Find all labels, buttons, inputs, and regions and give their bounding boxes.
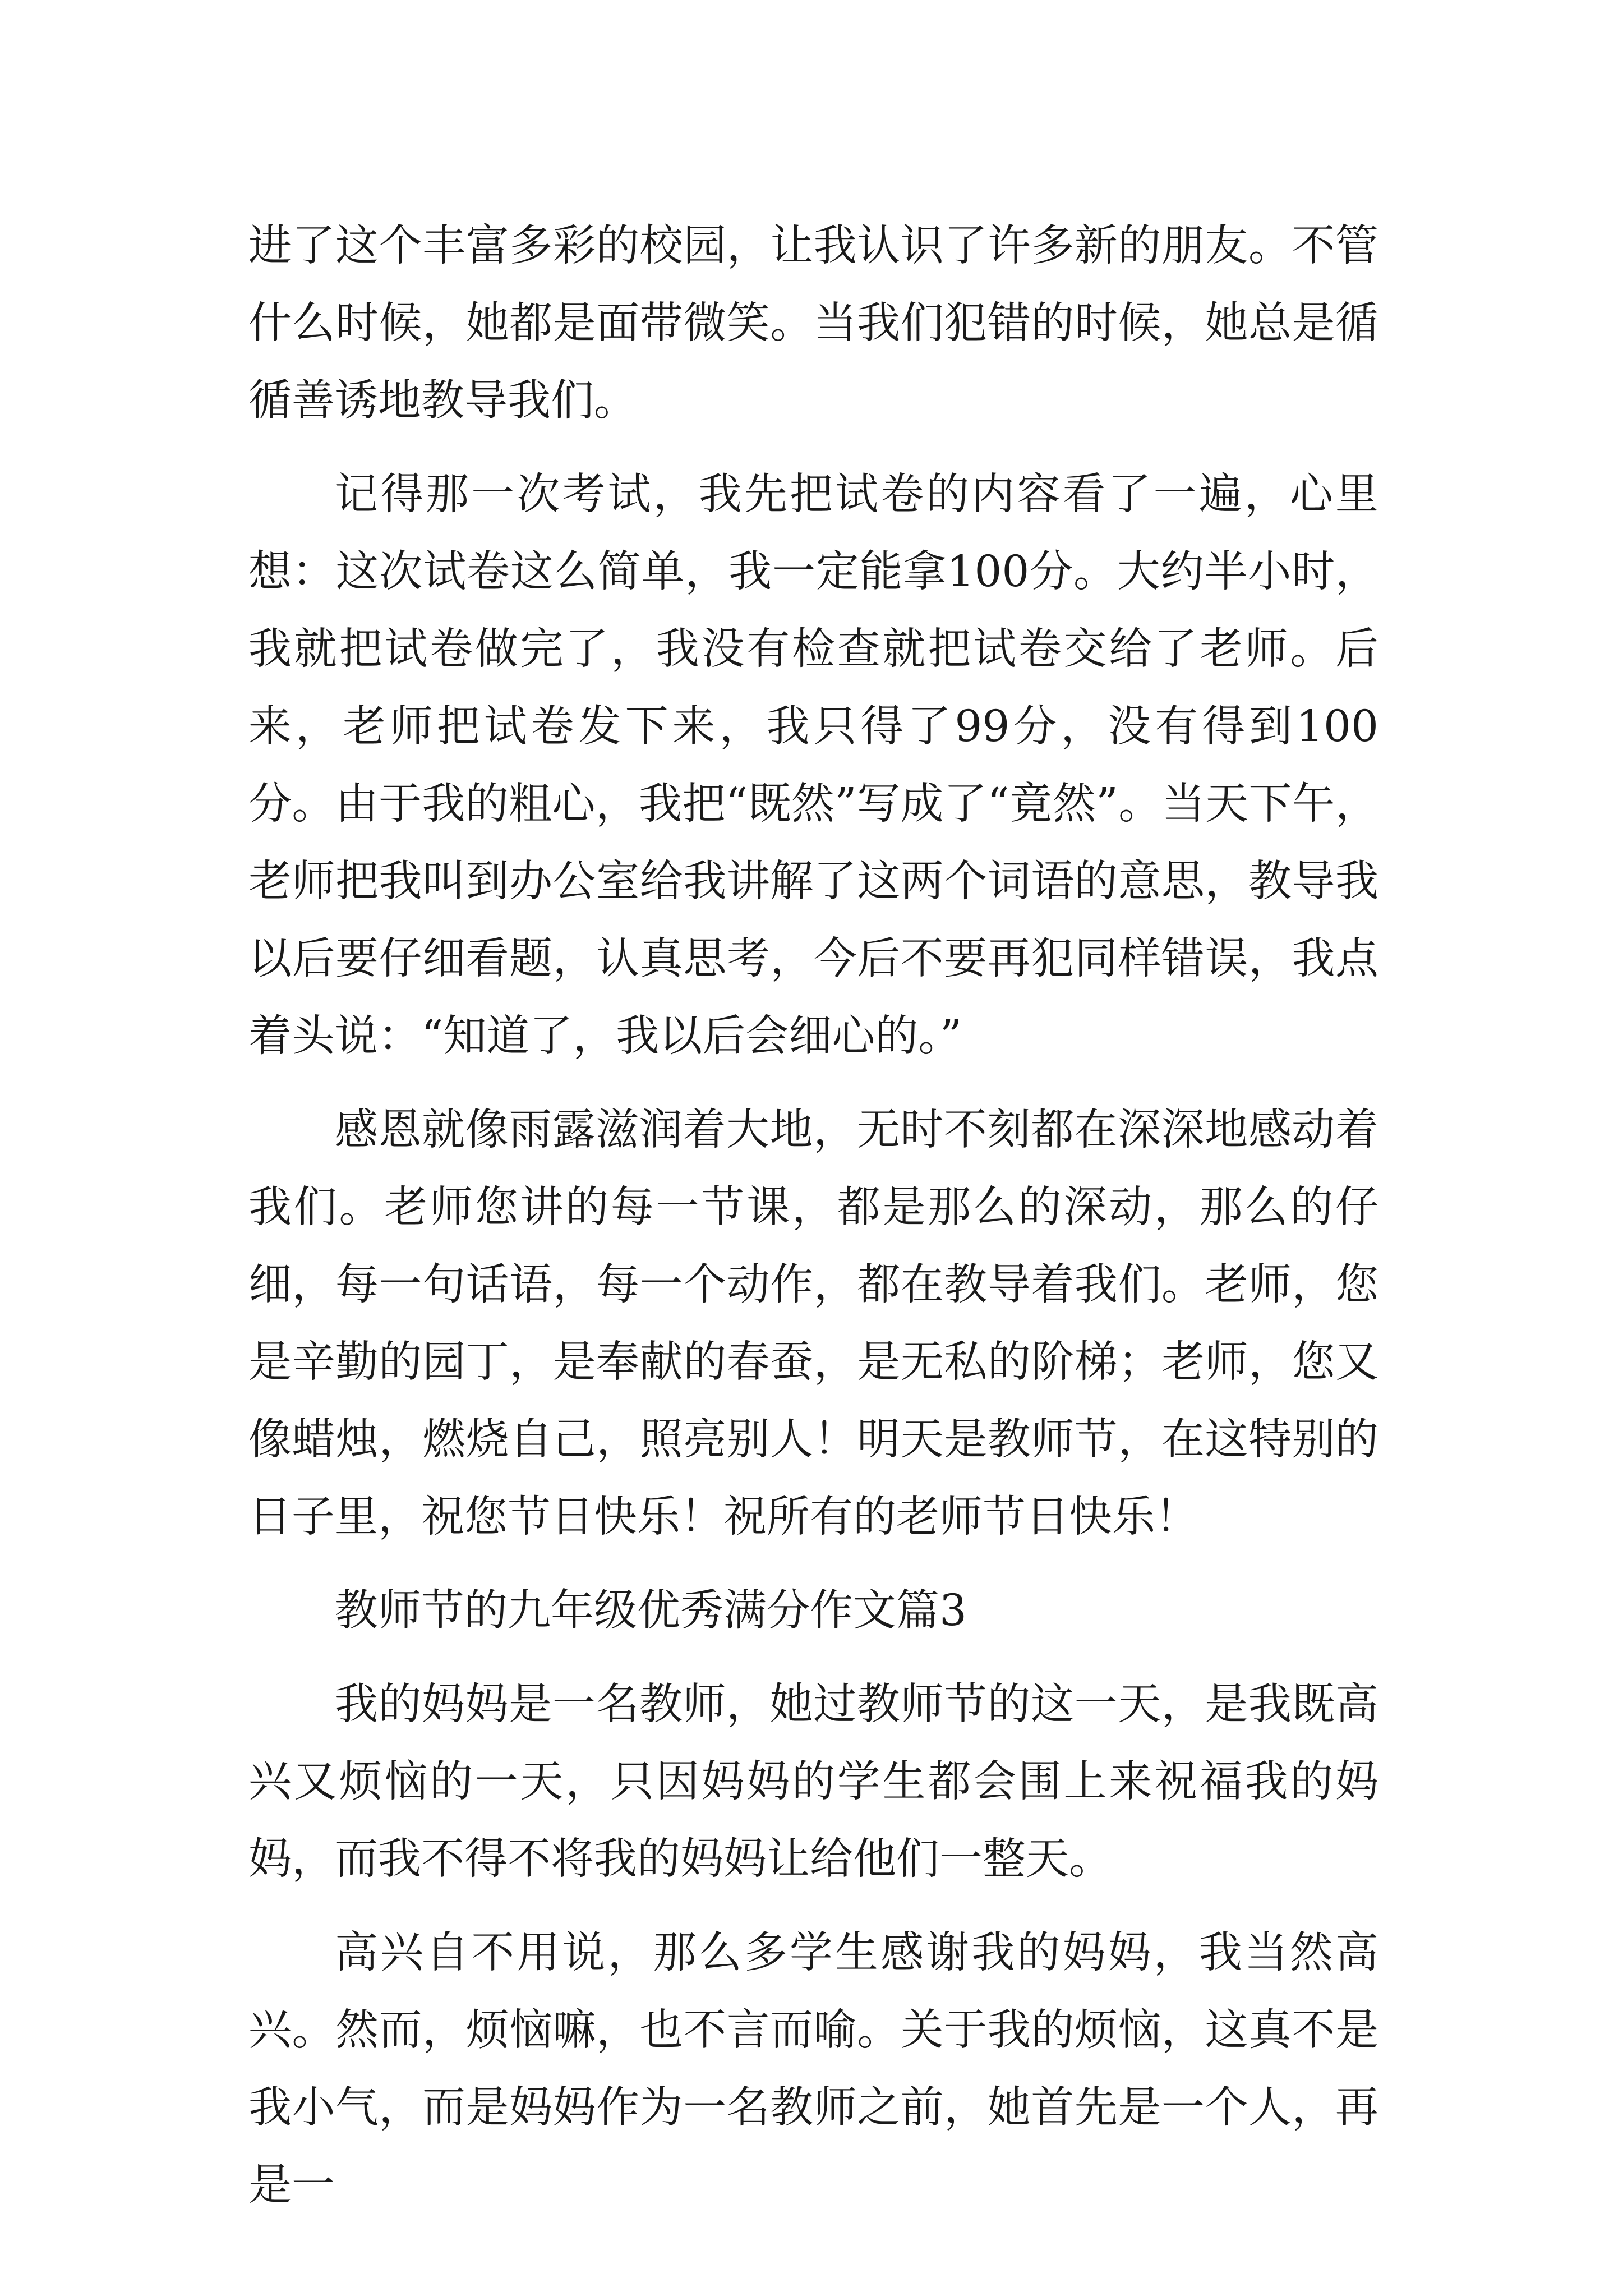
document-body (248, 208, 1378, 2240)
paragraph-continuation: 进了这个丰富多彩的校园，让我认识了许多新的朋友。不管什么时候，她都是面带微笑。当我们犯错的时候，她总是循循善诱地教导我们。 (248, 221, 1378, 426)
paragraph-gratitude: 感恩就像雨露滋润着大地，无时不刻都在深深地感动着我们。老师您讲的每一节课，都是那么的深动，那么的仔细，每一句话语，每一个动作，都在教导着我们。老师，您是辛勤的园丁，是奉献的春蚕，是无私的阶梯；老师，您又像蜡烛，燃烧自己，照亮别人！明天是教师节，在这特别的日子里，祝您节日快乐！祝所有的老师节日快乐！ (248, 1105, 1378, 1542)
paragraph-mother-teacher: 我的妈妈是一名教师，她过教师节的这一天，是我既高兴又烦恼的一天，只因妈妈的学生都会围上来祝福我的妈妈，而我不得不将我的妈妈让给他们一整天。 (248, 1680, 1378, 1884)
paragraph-exam-story: 记得那一次考试，我先把试卷的内容看了一遍，心里想：这次试卷这么简单，我一定能拿100分。大约半小时，我就把试卷做完了，我没有检查就把试卷交给了老师。后来，老师把试卷发下来，我只得了99分，没有得到100分。由于我的粗心，我把“既然”写成了“竟然”。当天下午，老师把我叫到办公室给我讲解了这两个词语的意思，教导我以后要仔细看题，认真思考，今后不要再犯同样错误，我点着头说：“知道了，我以后会细心的。” (248, 470, 1378, 1061)
section-heading: 教师节的九年级优秀满分作文篇3 (335, 1586, 967, 1636)
paragraph-happy-and-worry: 高兴自不用说，那么多学生感谢我的妈妈，我当然高兴。然而，烦恼嘛，也不言而喻。关于我的烦恼，这真不是我小气，而是妈妈作为一名教师之前，她首先是一个人，再是一 (248, 1928, 1378, 2210)
